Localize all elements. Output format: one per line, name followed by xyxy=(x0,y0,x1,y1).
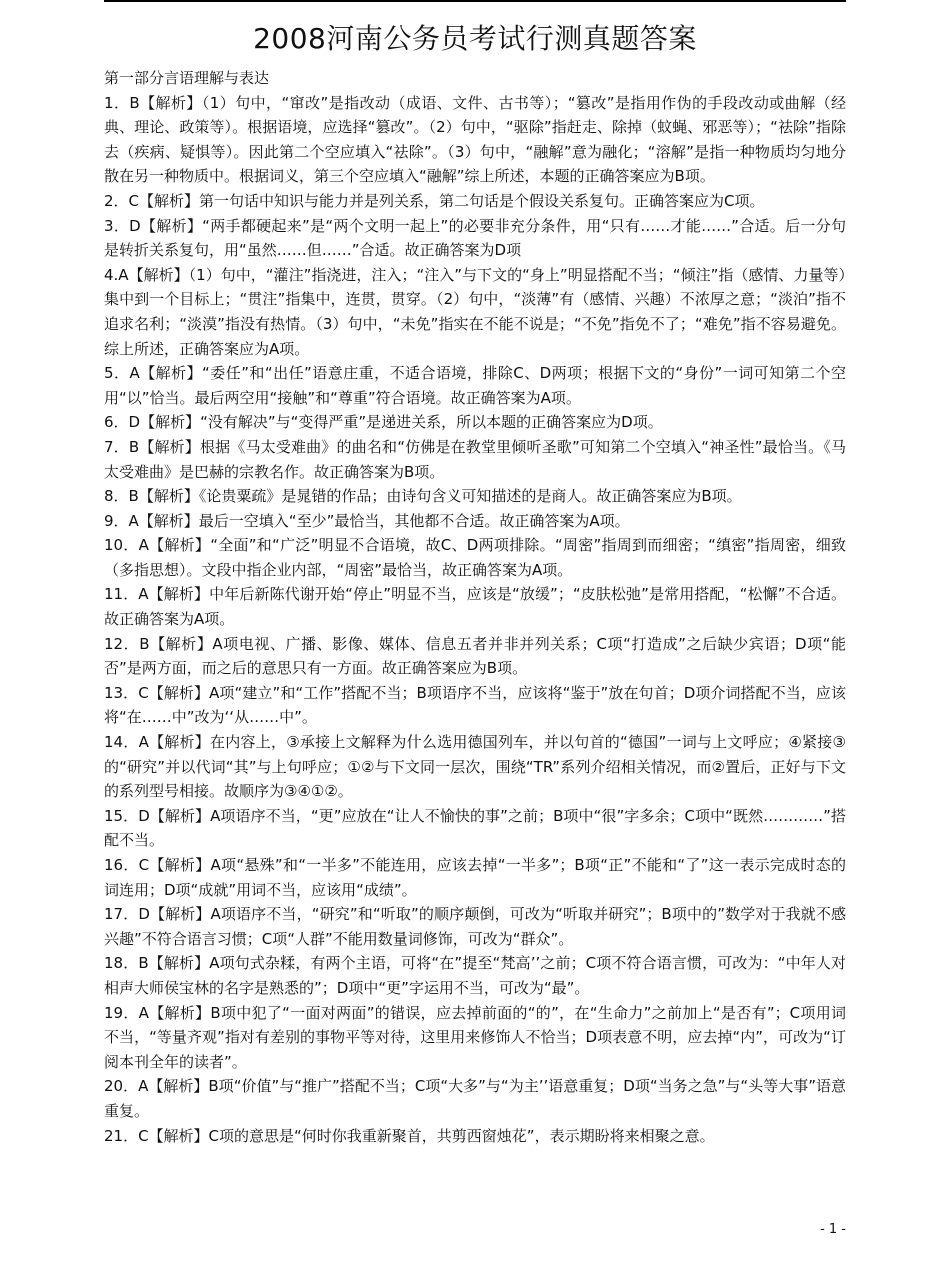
answer-10: 10．A【解析】“全面”和“广泛”明显不合语境，故C、D两项排除。“周密”指周到而细密；“缜密”指周密，细致（多指思想）。文段中指企业内部，“周密”最恰当，故正确答案为A项。 xyxy=(104,536,846,579)
answer-7: 7．B【解析】根据《马太受难曲》的曲名和“仿佛是在教堂里倾听圣歌”可知第二个空填入“神圣性”最恰当。《马太受难曲》是巴赫的宗教名作。故正确答案为B项。 xyxy=(104,437,846,481)
answer-19: 19．A【解析】B项中犯了“一面对两面”的错误，应去掉前面的“的”，在“生命力”之前加上“是否有”；C项用词不当，“等量齐观”指对有差别的事物平等对待，这里用来修饰人不恰当；D项表意不明，应去掉“内”，可改为“订阅本刊全年的读者”。 xyxy=(104,1003,846,1071)
answer-9: 9．A【解析】最后一空填入“至少”最恰当，其他都不合适。故正确答案为A项。 xyxy=(104,511,630,530)
answer-11: 11．A【解析】中年后新陈代谢开始“停止”明显不当，应该是“放缓”；“皮肤松弛”是常用搭配，“松懈”不合适。故正确答案为A项。 xyxy=(104,585,846,629)
answer-12: 12．B【解析】A项电视、广播、影像、媒体、信息五者并非并列关系；C项“打造成”之后缺少宾语；D项“能否”是两方面，而之后的意思只有一方面。故正确答案应为B项。 xyxy=(104,634,846,678)
page-number: - 1 - xyxy=(820,1222,846,1237)
answer-8: 8．B【解析】《论贵粟疏》是晁错的作品；由诗句含义可知描述的是商人。故正确答案应为B项。 xyxy=(104,487,742,506)
answer-2: 2．C【解析】第一句话中知识与能力并是列关系，第二句话是个假设关系复句。正确答案应为C项。 xyxy=(104,191,765,210)
answer-21: 21．C【解析】C项的意思是“何时你我重新聚首，共剪西窗烛花”，表示期盼将来相聚之意。 xyxy=(104,1126,715,1145)
answer-16: 16．C【解析】A项“悬殊”和“一半多”不能连用，应该去掉“一半多”；B项“正”不能和“了”这一表示完成时态的词连用；D项“成就”用词不当，应该用“成绩”。 xyxy=(104,856,846,899)
answer-1: 1．B【解析】（1）句中，“窜改”是指改动（成语、文件、古书等）；“篡改”是指用作伪的手段改动或曲解（经典、理论、政策等）。根据语境，应选择“篡改”。（2）句中，“驱除”指赶走、除掉（蚊蝇、邪恶等）；“祛除”指除去（疾病、疑惧等）。因此第二个空应填入“祛除”。（3）句中，“融解”意为融化；“溶解”是指一种物质均匀地分散在另一种物质中。根据词义，第三个空应填入“融解”综上所述，本题的正确答案应为B项。 xyxy=(104,93,846,186)
document-title: 2008河南公务员考试行测真题答案 xyxy=(253,22,697,55)
header-rule xyxy=(104,0,846,2)
answer-15: 15．D【解析】A项语序不当，“更”应放在“让人不愉快的事”之前；B项中“很”字多余；C项中“既然…………”搭配不当。 xyxy=(104,806,846,850)
answer-4: 4.A【解析】（1）句中，“灌注”指浇进，注入；“注入”与下文的“身上”明显搭配不当；“倾注”指（感情、力量等）集中到一个目标上；“贯注”指集中，连贯，贯穿。（2）句中，“淡薄”有（感情、兴趣）不浓厚之意；“淡泊”指不追求名利；“淡漠”指没有热情。（3）句中，“未免”指实在不能不说是；“不免”指免不了；“难免”指不容易避免。综上所述，正确答案应为A项。 xyxy=(104,265,846,358)
document-body xyxy=(104,66,846,1148)
answer-17: 17．D【解析】A项语序不当，“研究”和“听取”的顺序颠倒，可改为“听取并研究”；B项中的”数学对于我就不感兴趣”不符合语言习惯；C项“人群”不能用数量词修饰，可改为“群众”。 xyxy=(104,905,846,948)
answer-14: 14．A【解析】在内容上，③承接上文解释为什么选用德国列车，并以句首的“德国”一词与上文呼应；④紧接③的“研究”并以代词“其”与上句呼应；①②与下文同一层次，围绕“TR”系列介绍相关情况，而②置后，正好与下文的系列型号相接。故顺序为③④①②。 xyxy=(104,733,846,801)
answer-3: 3．D【解析】“两手都硬起来”是“两个文明一起上”的必要非充分条件，用“只有……才能……”合适。后一分句是转折关系复句，用“虽然……但……”合适。故正确答案为D项 xyxy=(104,216,846,260)
section-heading: 第一部分言语理解与表达 xyxy=(104,69,270,87)
answer-13: 13．C【解析】A项“建立”和“工作”搭配不当；B项语序不当，应该将“鉴于”放在句首；D项介词搭配不当，应该将“在……中”改为‘‘从……中”。 xyxy=(104,683,846,727)
answer-20: 20．A【解析】B项“价值”与“推广”搭配不当；C项“大多”与“为主’’语意重复；D项“当务之急”与“头等大事”语意重复。 xyxy=(104,1077,846,1120)
answer-6: 6．D【解析】“没有解决”与“变得严重”是递进关系，所以本题的正确答案应为D项。 xyxy=(104,413,663,432)
answer-5: 5．A【解析】“委任”和“出任”语意庄重，不适合语境，排除C、D两项；根据下文的“身份”一词可知第二个空用“以”恰当。最后两空用“接触”和“尊重”符合语境。故正确答案为A项。 xyxy=(104,364,846,407)
answer-18: 18．B【解析】A项句式杂糅，有两个主语，可将“在”提至“梵高’’之前；C项不符合语言惯，可改为：“中年人对相声大师侯宝林的名字是熟悉的”；D项中“更”字运用不当，可改为“最”。 xyxy=(104,954,846,997)
